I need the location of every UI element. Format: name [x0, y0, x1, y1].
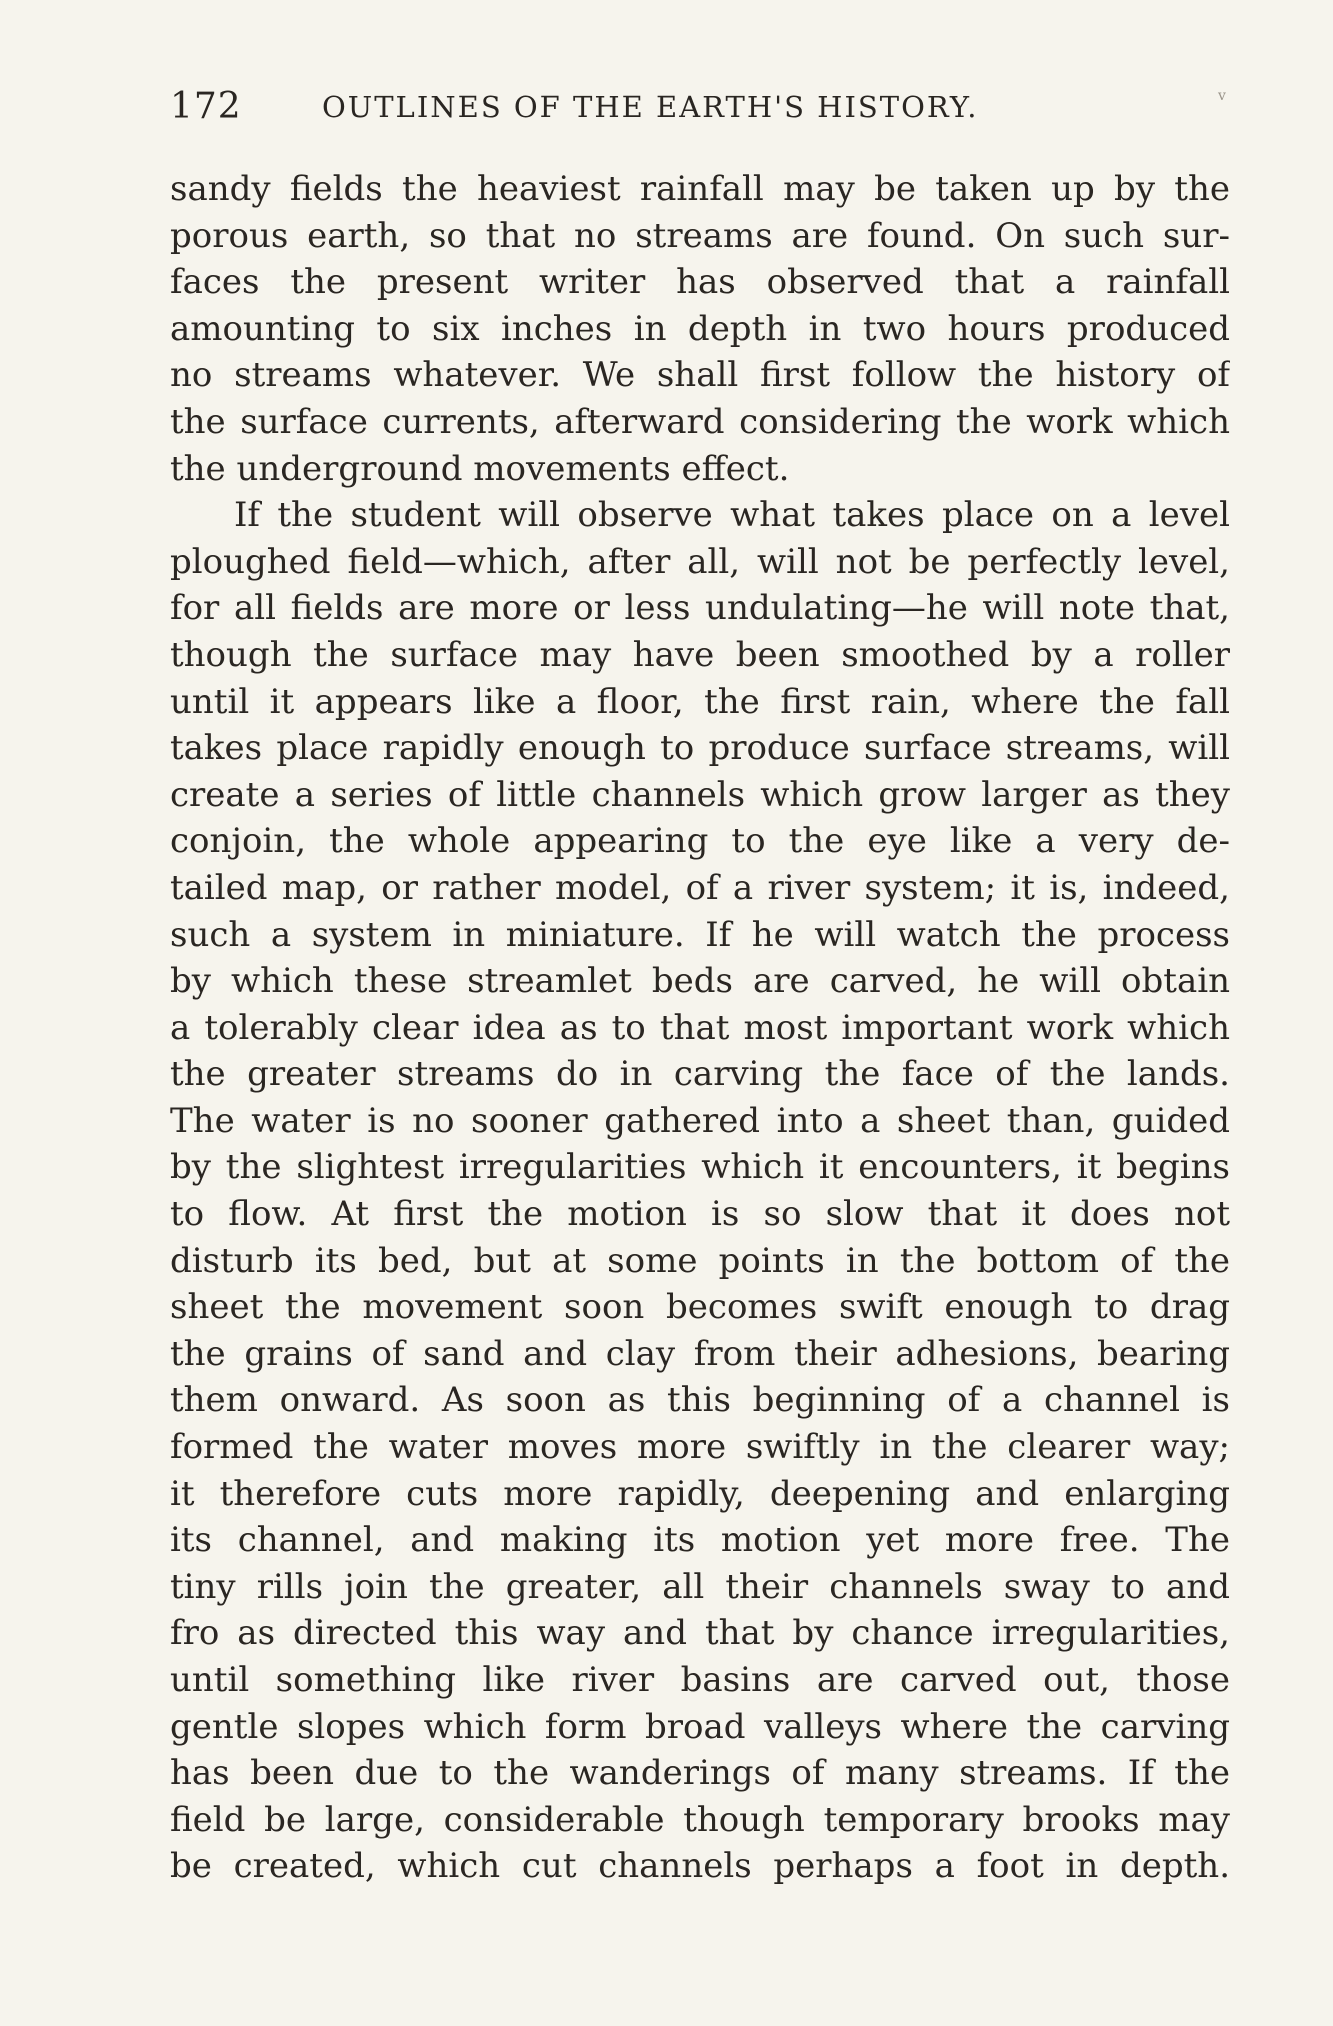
text-line: conjoin, the whole appearing to the eye like a very de- — [170, 821, 1230, 862]
text-line: create a series of little channels which grow larger as they — [170, 774, 1230, 815]
text-line: such a system in miniature. If he will watch the process — [170, 914, 1230, 955]
text-line: it therefore cuts more rapidly, deepening and enlarging — [170, 1473, 1230, 1514]
text-line: fro as directed this way and that by chance irregularities, — [170, 1613, 1230, 1654]
text-line: sheet the movement soon becomes swift enough to drag — [170, 1287, 1230, 1328]
text-line: field be large, considerable though temporary brooks may — [170, 1799, 1230, 1840]
text-line: be created, which cut channels perhaps a foot in depth. — [170, 1846, 1230, 1887]
text-line: sandy fields the heaviest rainfall may be taken up by the — [170, 169, 1230, 209]
body-text — [170, 166, 1230, 1890]
text-line: formed the water moves more swiftly in the clearer way; — [170, 1427, 1230, 1468]
text-line: the surface currents, afterward considering the work which — [170, 401, 1230, 442]
running-head: OUTLINES OF THE EARTH'S HISTORY. — [322, 90, 979, 124]
text-line: the greater streams do in carving the face of the lands. — [170, 1054, 1230, 1095]
text-line: takes place rapidly enough to produce surface streams, will — [170, 728, 1230, 769]
text-line: amounting to six inches in depth in two hours produced — [170, 308, 1230, 349]
text-line: porous earth, so that no streams are found. On such sur- — [170, 215, 1230, 256]
text-line: them onward. As soon as this beginning of a channel is — [170, 1380, 1230, 1421]
text-line: for all fields are more or less undulating—he will note that, — [170, 588, 1230, 629]
text-line: tailed map, or rather model, of a river system; it is, indeed, — [170, 867, 1230, 908]
text-line: until it appears like a floor, the first rain, where the fall — [170, 681, 1230, 722]
text-line: ploughed field—which, after all, will not be perfectly level, — [170, 541, 1230, 582]
text-line: by the slightest irregularities which it encounters, it begins — [170, 1147, 1230, 1188]
text-line: gentle slopes which form broad valleys where the carving — [170, 1706, 1230, 1747]
text-line: disturb its bed, but at some points in the bottom of the — [170, 1240, 1230, 1281]
text-line: no streams whatever. We shall first follow the history of — [170, 355, 1230, 396]
text-line: faces the present writer has observed that a rainfall — [170, 262, 1230, 303]
paragraph-start-line: If the student will observe what takes place on a level — [234, 495, 1230, 536]
text-line: though the surface may have been smoothed by a roller — [170, 634, 1230, 675]
text-line: The water is no sooner gathered into a sheet than, guided — [170, 1100, 1230, 1141]
page-number: 172 — [170, 86, 242, 127]
stray-print-mark: v — [1218, 88, 1226, 104]
text-line: has been due to the wanderings of many streams. If the — [170, 1753, 1230, 1794]
paragraph-end-line: the underground movements effect. — [170, 448, 790, 489]
page-header — [170, 86, 1230, 132]
text-line: by which these streamlet beds are carved, he will obtain — [170, 961, 1230, 1002]
text-line: tiny rills join the greater, all their channels sway to and — [170, 1566, 1230, 1607]
text-line: a tolerably clear idea as to that most important work which — [170, 1007, 1230, 1048]
text-line: its channel, and making its motion yet more free. The — [170, 1520, 1230, 1561]
text-line: until something like river basins are carved out, those — [170, 1660, 1230, 1700]
text-line: the grains of sand and clay from their adhesions, bearing — [170, 1333, 1230, 1374]
text-line: to flow. At first the motion is so slow that it does not — [170, 1194, 1230, 1235]
